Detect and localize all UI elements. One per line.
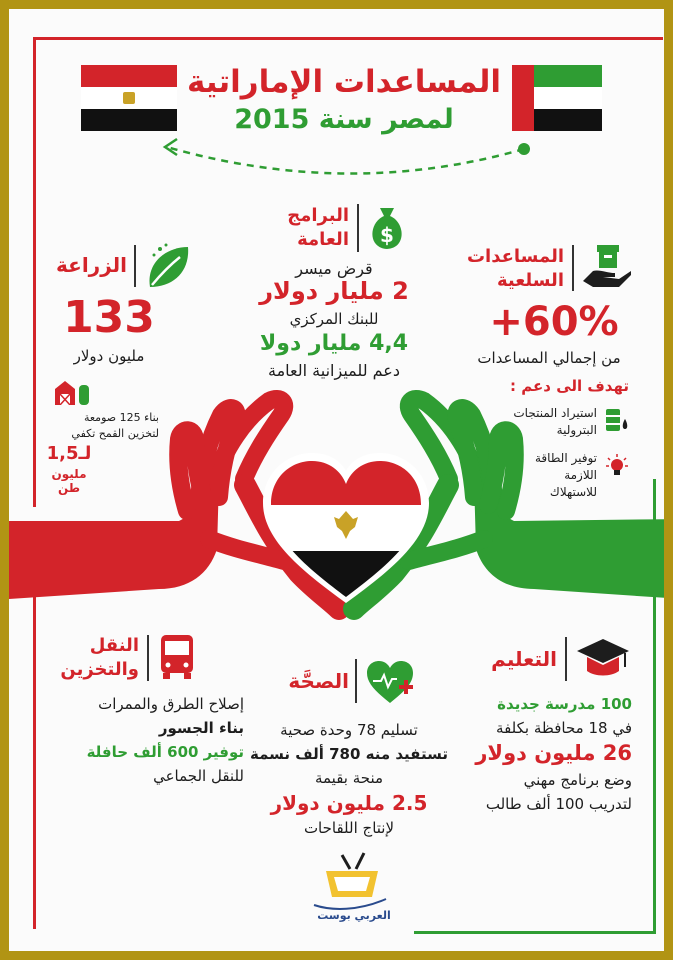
commodity-goal1-line1: استيراد المنتجات: [513, 406, 597, 420]
health-line1: تسليم 78 وحدة صحية: [280, 721, 418, 739]
red-frame-line-top: [33, 37, 663, 40]
commodity-goal1-line2: البترولية: [556, 423, 597, 437]
public-programs-title-2: العامة: [297, 229, 349, 250]
hands-heart-illustration: [9, 389, 673, 629]
divider: [134, 245, 136, 287]
commodity-title-1: المساعدات: [466, 246, 564, 267]
agriculture-amount: 133: [63, 292, 155, 343]
education-title: التعليم: [491, 647, 557, 671]
agriculture-desc-1: بناء 125 صومعة: [83, 411, 159, 424]
uae-flag: [512, 65, 602, 131]
divider: [147, 635, 149, 681]
health-heart-icon: [365, 659, 415, 705]
divider: [357, 204, 359, 252]
commodity-goal-label: تهدف الى دعم :: [510, 377, 629, 395]
commodity-percent-label: من إجمالي المساعدات: [477, 349, 621, 367]
education-line2: في 18 محافظة بكلفة: [496, 719, 632, 737]
public-programs-title-1: البرامج: [287, 205, 349, 226]
health-title: الصحَّة: [288, 669, 349, 693]
agriculture-capacity: لـ1,5: [46, 443, 92, 464]
public-programs-line3: للبنك المركزي: [289, 310, 379, 328]
health-line4: 2.5 مليون دولار: [270, 791, 428, 815]
health-line2: تستفيد منه 780 ألف نسمة: [249, 745, 448, 763]
transport-title-2: والتخزين: [60, 659, 139, 680]
green-frame-line-bottom: [414, 931, 656, 934]
transport-title-1: النقل: [89, 635, 139, 656]
education-line4: وضع برنامج مهني: [523, 771, 632, 789]
commodity-goal2-line2: اللازمة: [564, 468, 597, 482]
hand-box-icon: [581, 241, 633, 289]
arabi-post-logo-icon: [312, 851, 392, 913]
agriculture-title: الزراعة: [56, 253, 127, 277]
svg-text:$: $: [380, 223, 394, 247]
transport-line2: بناء الجسور: [158, 719, 244, 737]
divider: [565, 637, 567, 681]
health-line3: منحة بقيمة: [314, 769, 384, 787]
education-line3: 26 مليون دولار: [475, 741, 632, 765]
divider: [572, 245, 574, 291]
egypt-flag: [81, 65, 177, 131]
commodity-goal2-line1: توفير الطاقة: [535, 451, 597, 465]
red-frame-line-left-bottom: [33, 594, 36, 929]
commodity-goal2-line3: للاستهلاك: [549, 485, 597, 499]
page-title: المساعدات الإماراتية: [187, 64, 501, 100]
agriculture-capacity-unit: مليون طن: [51, 467, 87, 495]
brand-name: العربي بوست: [317, 909, 391, 922]
agriculture-desc-2: لتخزين القمح تكفي: [71, 427, 159, 440]
eagle-icon: [123, 92, 135, 104]
health-line5: لإنتاج اللقاحات: [303, 819, 395, 837]
public-programs-line1: قرض ميسر: [295, 259, 373, 278]
bus-icon: [157, 633, 197, 681]
public-programs-line5: دعم للميزانية العامة: [268, 361, 400, 380]
education-line5: لتدريب 100 ألف طالب: [485, 795, 632, 813]
graduation-cap-icon: [575, 635, 631, 679]
commodity-percent: +60%: [489, 299, 619, 345]
public-programs-line4: 4,4 مليار دولا: [259, 331, 409, 356]
page-subtitle: لمصر سنة 2015: [234, 104, 454, 135]
transport-line3: توفير 600 ألف حافلة: [86, 743, 244, 761]
transport-line1: إصلاح الطرق والممرات: [98, 695, 244, 713]
agriculture-unit: مليون دولار: [73, 347, 145, 365]
dashed-arrow-icon: [149, 129, 539, 179]
leaf-icon: [144, 241, 192, 291]
commodity-title-2: السلعية: [496, 270, 564, 291]
public-programs-line2: 2 مليار دولار: [259, 277, 409, 305]
money-bag-icon: [367, 202, 407, 252]
divider: [355, 659, 357, 703]
transport-line4: للنقل الجماعي: [153, 767, 244, 785]
education-line1: 100 مدرسة جديدة: [497, 695, 632, 713]
